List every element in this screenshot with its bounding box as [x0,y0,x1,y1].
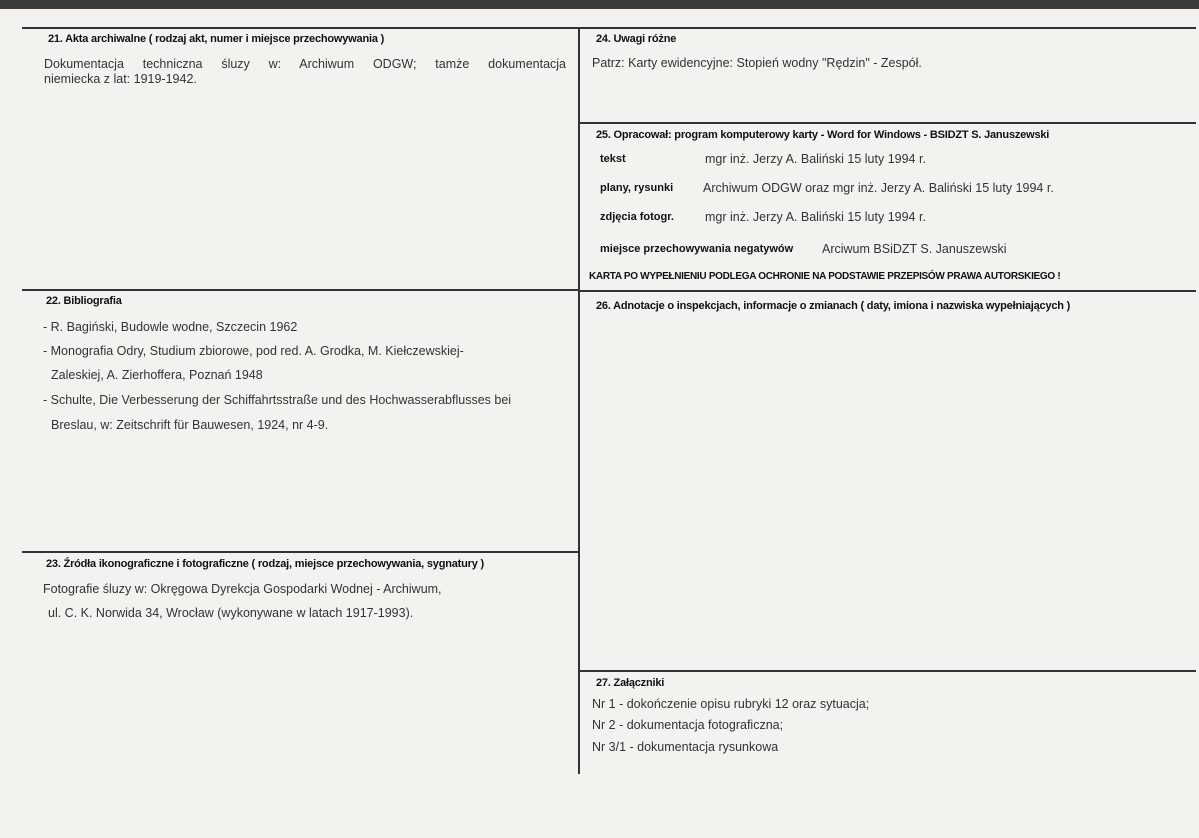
row-value-plans: Archiwum ODGW oraz mgr inż. Jerzy A. Baliński 15 luty 1994 r. [703,181,1054,195]
rule-25-26 [578,290,1196,292]
bibliography-line: - R. Bagiński, Budowle wodne, Szczecin 1962 [43,320,298,334]
row-label-text: tekst [600,153,626,165]
row-value-negatives: Arciwum BSiDZT S. Januszewski [822,242,1007,256]
row-value-photos: mgr inż. Jerzy A. Baliński 15 luty 1994 r. [705,210,926,224]
section-22-title: 22. Bibliografia [46,295,122,307]
bibliography-line: - Monografia Odry, Studium zbiorowe, pod red. A. Grodka, M. Kiełczewskiej- [43,344,464,358]
section-21-title: 21. Akta archiwalne ( rodzaj akt, numer i miejsce przechowywania ) [48,33,385,45]
section-23-line-2: ul. C. K. Norwida 34, Wrocław (wykonywane w latach 1917-1993). [48,606,414,620]
section-23-title: 23. Źródła ikonograficzne i fotograficzne ( rodzaj, miejsce przechowywania, sygnatury ) [46,558,484,570]
attachment-line: Nr 3/1 - dokumentacja rysunkowa [592,740,779,754]
section-21-line-1: Dokumentacja techniczna śluzy w: Archiwum ODGW; tamże dokumentacja [44,57,566,71]
bibliography-line: Zaleskiej, A. Zierhoffera, Poznań 1948 [51,368,263,382]
bibliography-line: - Schulte, Die Verbesserung der Schiffahrtsstraße und des Hochwasserabflusses bei [43,393,512,407]
copyright-notice: KARTA PO WYPEŁNIENIU PODLEGA OCHRONIE NA PODSTAWIE PRZEPISÓW PRAWA AUTORSKIEGO ! [589,271,1061,282]
rule-top [22,27,1196,29]
top-scan-edge [0,0,1199,9]
row-value-text: mgr inż. Jerzy A. Baliński 15 luty 1994 r. [705,152,926,166]
rule-21-22 [22,289,578,291]
section-25-title: 25. Opracował: program komputerowy karty - Word for Windows - BSIDZT S. Januszewski [596,129,1050,141]
rule-26-27 [578,670,1196,672]
row-label-plans: plany, rysunki [600,182,674,194]
rule-22-23 [22,551,578,553]
section-24-line-1: Patrz: Karty ewidencyjne: Stopień wodny "Rędzin" - Zespół. [592,56,922,70]
bibliography-line: Breslau, w: Zeitschrift für Bauwesen, 1924, nr 4-9. [51,418,329,432]
attachment-line: Nr 1 - dokończenie opisu rubryki 12 oraz sytuacja; [592,697,870,711]
section-27-title: 27. Załączniki [596,677,665,689]
rule-24-25 [578,122,1196,124]
section-26-title: 26. Adnotacje o inspekcjach, informacje o zmianach ( daty, imiona i nazwiska wypełniających ) [596,300,1071,312]
section-24-title: 24. Uwagi różne [596,33,677,45]
rule-center [578,27,580,774]
row-label-negatives: miejsce przechowywania negatywów [600,243,794,255]
section-23-line-1: Fotografie śluzy w: Okręgowa Dyrekcja Gospodarki Wodnej - Archiwum, [43,582,442,596]
row-label-photos: zdjęcia fotogr. [600,211,674,223]
attachment-line: Nr 2 - dokumentacja fotograficzna; [592,718,784,732]
section-21-line-2: niemiecka z lat: 1919-1942. [44,72,197,86]
